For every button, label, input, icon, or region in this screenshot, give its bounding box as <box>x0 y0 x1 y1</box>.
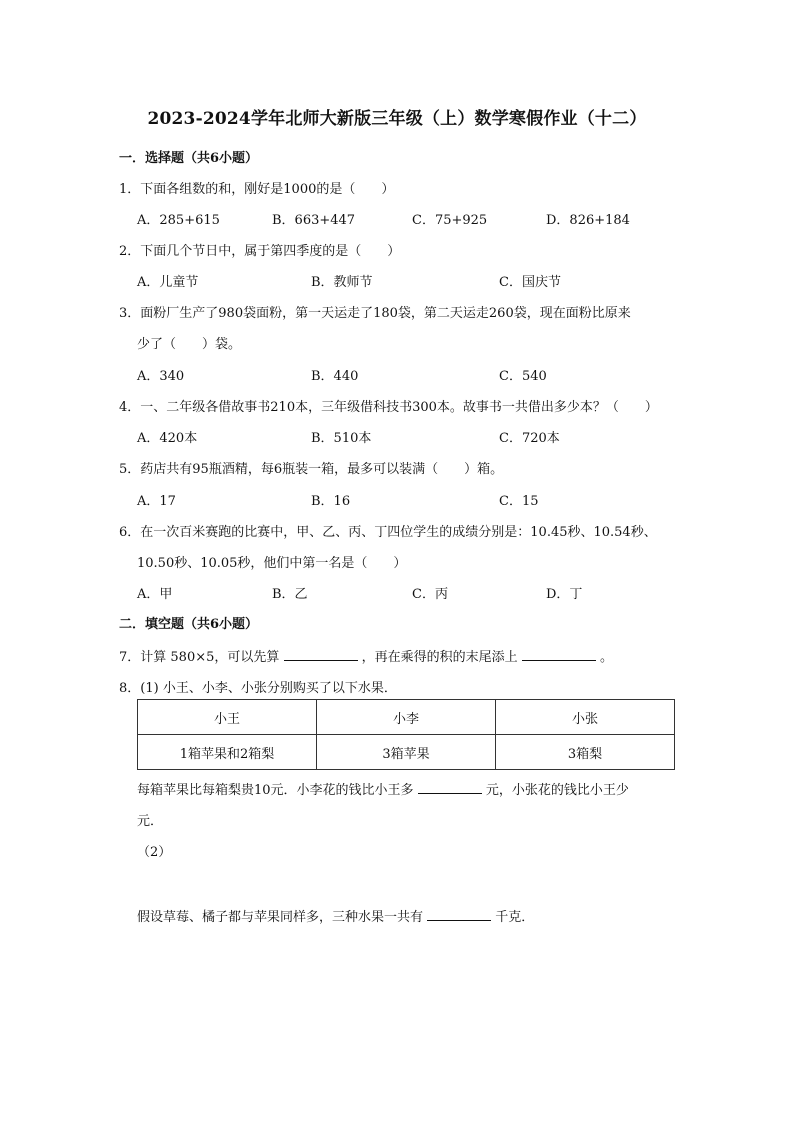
question-7-blank-2[interactable] <box>522 647 596 661</box>
question-6-stem-line1: 6．在一次百米赛跑的比赛中，甲、乙、丙、丁四位学生的成绩分别是：10.45秒、10.54秒、 <box>119 525 657 540</box>
question-2-option-c: C．国庆节 <box>499 275 561 290</box>
question-7-text-2: ，再在乘得的积的末尾添上 <box>361 650 518 665</box>
question-1-option-b: B．663+447 <box>272 213 356 228</box>
question-7-text-1: 7．计算 580×5，可以先算 <box>119 650 280 665</box>
question-6-option-c: C．丙 <box>412 587 448 602</box>
table-cell: 3箱苹果 <box>317 735 496 770</box>
question-4-option-c: C．720本 <box>499 431 560 446</box>
table-header-row <box>138 700 675 735</box>
question-7-text-3: 。 <box>599 650 613 665</box>
fruit-purchase-table <box>137 699 675 770</box>
page-title: 2023-2024学年北师大新版三年级（上）数学寒假作业（十二） <box>147 109 647 129</box>
table-header-cell: 小王 <box>138 700 317 735</box>
question-8-part2-line <box>137 906 534 925</box>
question-3-stem-line2: 少了（ ）袋。 <box>137 337 242 352</box>
question-8-part1-line1 <box>137 779 629 798</box>
table-header-cell: 小张 <box>496 700 675 735</box>
question-8-text-2: 元，小张花的钱比小王少 <box>485 783 629 798</box>
question-5-option-a: A．17 <box>137 494 176 509</box>
question-7-stem <box>119 646 613 665</box>
question-7-blank-1[interactable] <box>284 647 358 661</box>
question-1-option-a: A．285+615 <box>137 213 220 228</box>
question-5-option-c: C．15 <box>499 494 539 509</box>
question-8-part2-label: （2） <box>137 845 172 860</box>
question-8-intro: 8．(1) 小王、小李、小张分别购买了以下水果． <box>119 681 397 696</box>
table-cell: 3箱梨 <box>496 735 675 770</box>
question-2-stem: 2．下面几个节日中，属于第四季度的是（ ） <box>119 244 401 259</box>
question-8-part1-line2: 元． <box>137 814 164 829</box>
question-4-option-b: B．510本 <box>311 431 372 446</box>
question-8-blank-1[interactable] <box>418 780 482 794</box>
question-6-option-b: B．乙 <box>272 587 308 602</box>
section-heading-fill: 二．填空题（共6小题） <box>119 617 259 632</box>
question-2-option-a: A．儿童节 <box>137 275 199 290</box>
table-header-cell: 小李 <box>317 700 496 735</box>
table-row <box>138 735 675 770</box>
question-3-option-b: B．440 <box>311 369 359 384</box>
question-1-option-c: C．75+925 <box>412 213 488 228</box>
question-2-option-b: B．教师节 <box>311 275 373 290</box>
question-6-stem-line2: 10.50秒、10.05秒，他们中第一名是（ ） <box>137 556 407 571</box>
section-heading-choice: 一．选择题（共6小题） <box>119 151 259 166</box>
question-6-option-a: A．甲 <box>137 587 173 602</box>
question-4-stem: 4．一、二年级各借故事书210本，三年级借科技书300本。故事书一共借出多少本？（ ） <box>119 400 658 415</box>
question-5-option-b: B．16 <box>311 494 351 509</box>
question-8-text-3: 假设草莓、橘子都与苹果同样多，三种水果一共有 <box>137 910 424 925</box>
question-1-option-d: D．826+184 <box>546 213 630 228</box>
question-4-option-a: A．420本 <box>137 431 198 446</box>
question-8-text-1: 每箱苹果比每箱梨贵10元．小李花的钱比小王多 <box>137 783 414 798</box>
question-6-option-d: D．丁 <box>546 587 583 602</box>
question-3-option-c: C．540 <box>499 369 547 384</box>
question-3-stem-line1: 3．面粉厂生产了980袋面粉，第一天运走了180袋，第二天运走260袋，现在面粉比原来 <box>119 306 631 321</box>
question-8-text-4: 千克． <box>495 910 535 925</box>
question-3-option-a: A．340 <box>137 369 185 384</box>
question-1-stem: 1．下面各组数的和，刚好是1000的是（ ） <box>119 182 395 197</box>
question-8-blank-2[interactable] <box>427 907 491 921</box>
question-5-stem: 5．药店共有95瓶酒精，每6瓶装一箱，最多可以装满（ ）箱。 <box>119 462 504 477</box>
table-cell: 1箱苹果和2箱梨 <box>138 735 317 770</box>
